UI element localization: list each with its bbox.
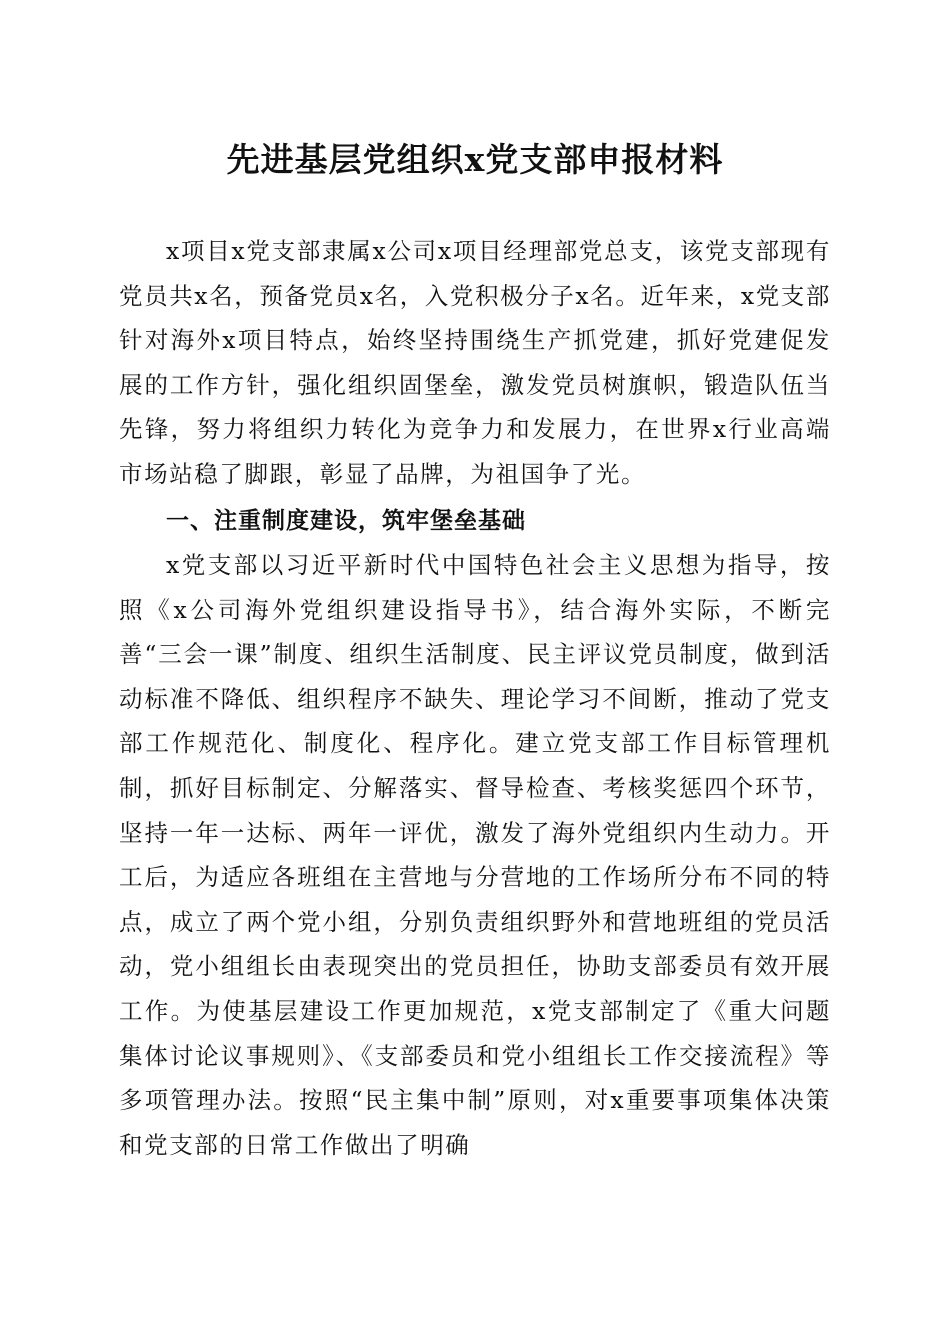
section-paragraph: x党支部以习近平新时代中国特色社会主义思想为指导，按照《x公司海外党组织建设指导书》，结合海外实际，不断完善“三会一课”制度、组织生活制度、民主评议党员制度，做到活动标准不降低、组织程序不缺失、理论学习不间断，推动了党支部工作规范化、制度化、程序化。建立党支部工作目标管理机制，抓好目标制定、分解落实、督导检查、考核奖惩四个环节，坚持一年一达标、两年一评优，激发了海外党组织内生动力。开工后，为适应各班组在主营地与分营地的工作场所分布不同的特点，成立了两个党小组，分别负责组织野外和营地班组的党员活动，党小组组长由表现突出的党员担任，协助支部委员有效开展工作。为使基层建设工作更加规范，x党支部制定了《重大问题集体讨论议事规则》、《支部委员和党小组组长工作交接流程》等多项管理办法。按照“民主集中制”原则，对x重要事项集体决策和党支部的日常工作做出了明确 xyxy=(119,551,831,1159)
document-title: 先进基层党组织x党支部申报材料 xyxy=(226,140,724,179)
intro-paragraph: x项目x党支部隶属x公司x项目经理部党总支，该党支部现有党员共x名，预备党员x名，入党积极分子x名。近年来，x党支部针对海外x项目特点，始终坚持围绕生产抓党建，抓好党建促发展的工作方针，强化组织固堡垒，激发党员树旗帜，锻造队伍当先锋，努力将组织力转化为竞争力和发展力，在世界x行业高端市场站稳了脚跟，彰显了品牌，为祖国争了光。 xyxy=(119,237,832,488)
section-heading: 一、注重制度建设，筑牢堡垒基础 xyxy=(166,508,526,534)
